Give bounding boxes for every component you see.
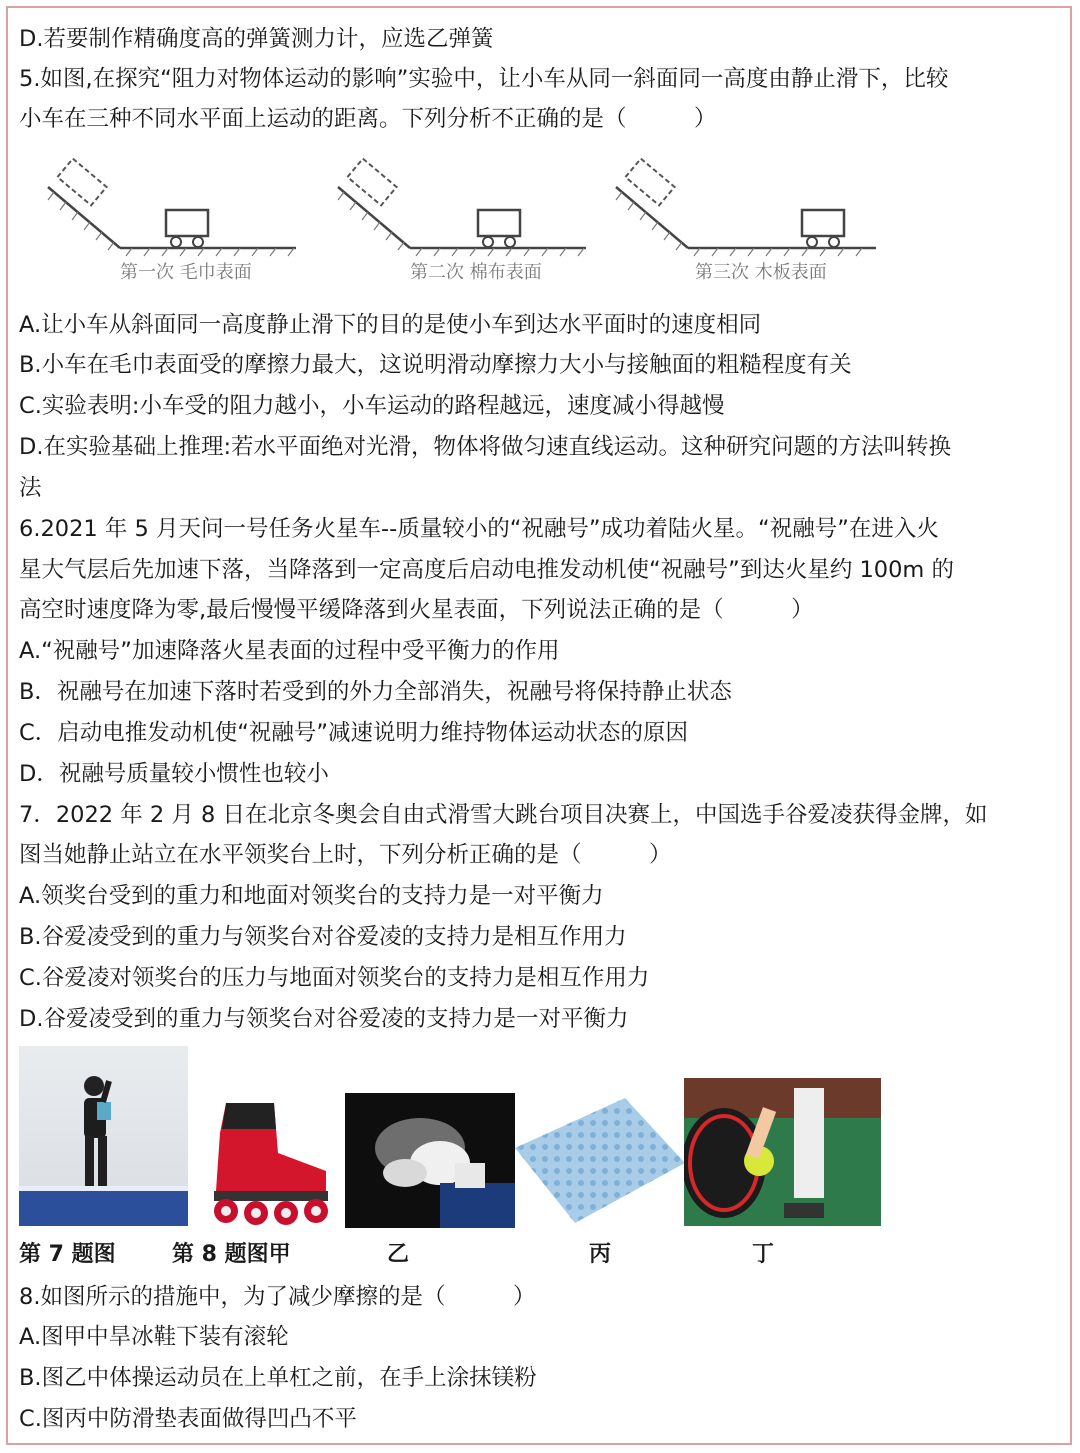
q7-stem-line2: 图当她静止站立在水平领奖台上时，下列分析正确的是（ ） — [19, 842, 672, 868]
q8-option-a: A.图甲中旱冰鞋下装有滚轮 — [19, 1324, 289, 1350]
q7-option-b: B.谷爱凌受到的重力与领奖台对谷爱凌的支持力是相互作用力 — [19, 924, 627, 950]
photo-tennis-racket — [684, 1078, 881, 1226]
figure-label-wood: 第三次 木板表面 — [695, 262, 827, 283]
q7-option-a: A.领奖台受到的重力和地面对领奖台的支持力是一对平衡力 — [19, 883, 604, 909]
q5-option-c: C.实验表明:小车受的阻力越小，小车运动的路程越远，速度减小得越慢 — [19, 393, 725, 419]
figure-label-towel: 第一次 毛巾表面 — [120, 262, 252, 283]
figure-label-cotton: 第二次 棉布表面 — [410, 262, 542, 283]
q8-option-b: B.图乙中体操运动员在上单杠之前，在手上涂抹镁粉 — [19, 1365, 537, 1391]
q5-stem-line2: 小车在三种不同水平面上运动的距离。下列分析不正确的是（ ） — [19, 106, 717, 132]
q5-option-a: A.让小车从斜面同一高度静止滑下的目的是使小车到达水平面时的速度相同 — [19, 312, 762, 338]
q6-stem-line2: 星大气层后先加速下落，当降落到一定高度后启动电推发动机使“祝融号”到达火星约 100m 的 — [19, 557, 954, 583]
q5-option-b: B.小车在毛巾表面受的摩擦力最大，这说明滑动摩擦力大小与接触面的粗糙程度有关 — [19, 352, 852, 378]
photo-anti-slip-mat — [515, 1093, 685, 1228]
photo-athlete-podium — [19, 1046, 188, 1226]
q5-stem-line1: 5.如图,在探究“阻力对物体运动的影响”实验中，让小车从同一斜面同一高度由静止滑下，比较 — [19, 66, 949, 92]
q7-option-d: D.谷爱凌受到的重力与领奖台对谷爱凌的支持力是一对平衡力 — [19, 1006, 629, 1032]
q6-option-b: B．祝融号在加速下落时若受到的外力全部消失，祝融号将保持静止状态 — [19, 679, 732, 705]
q6-stem-line1: 6.2021 年 5 月天问一号任务火星车--质量较小的“祝融号”成功着陆火星。“祝融号”在进入火 — [19, 516, 939, 542]
q5-option-d-line2: 法 — [19, 475, 42, 501]
setup-towel — [48, 159, 296, 256]
q5-experiment-figure — [40, 152, 900, 292]
q6-option-d: D．祝融号质量较小惯性也较小 — [19, 761, 329, 787]
photo-roller-skate — [196, 1093, 338, 1228]
q8-stem: 8.如图所示的措施中，为了减少摩擦的是（ ） — [19, 1284, 536, 1310]
q8-option-c: C.图丙中防滑垫表面做得凹凸不平 — [19, 1406, 357, 1432]
q7-option-c: C.谷爱凌对领奖台的压力与地面对领奖台的支持力是相互作用力 — [19, 965, 650, 991]
q4-option-d: D.若要制作精确度高的弹簧测力计，应选乙弹簧 — [19, 26, 494, 52]
caption-fig8-jia: 第 8 题图甲 — [172, 1242, 291, 1267]
caption-ding: 丁 — [752, 1242, 775, 1267]
caption-bing: 丙 — [589, 1242, 612, 1267]
q6-option-c: C．启动电推发动机使“祝融号”减速说明力维持物体运动状态的原因 — [19, 720, 689, 746]
photo-chalk-hands — [345, 1093, 515, 1228]
setup-wood — [616, 159, 876, 256]
caption-yi: 乙 — [387, 1242, 410, 1267]
q6-option-a: A.“祝融号”加速降落火星表面的过程中受平衡力的作用 — [19, 638, 560, 664]
q5-option-d-line1: D.在实验基础上推理:若水平面绝对光滑，物体将做匀速直线运动。这种研究问题的方法叫转换 — [19, 434, 952, 460]
setup-cotton — [338, 159, 586, 256]
q6-stem-line3: 高空时速度降为零,最后慢慢平缓降落到火星表面，下列说法正确的是（ ） — [19, 597, 814, 623]
caption-fig7: 第 7 题图 — [19, 1242, 116, 1267]
q7-stem-line1: 7．2022 年 2 月 8 日在北京冬奥会自由式滑雪大跳台项目决赛上，中国选手谷爱凌获得金牌，如 — [19, 802, 988, 828]
